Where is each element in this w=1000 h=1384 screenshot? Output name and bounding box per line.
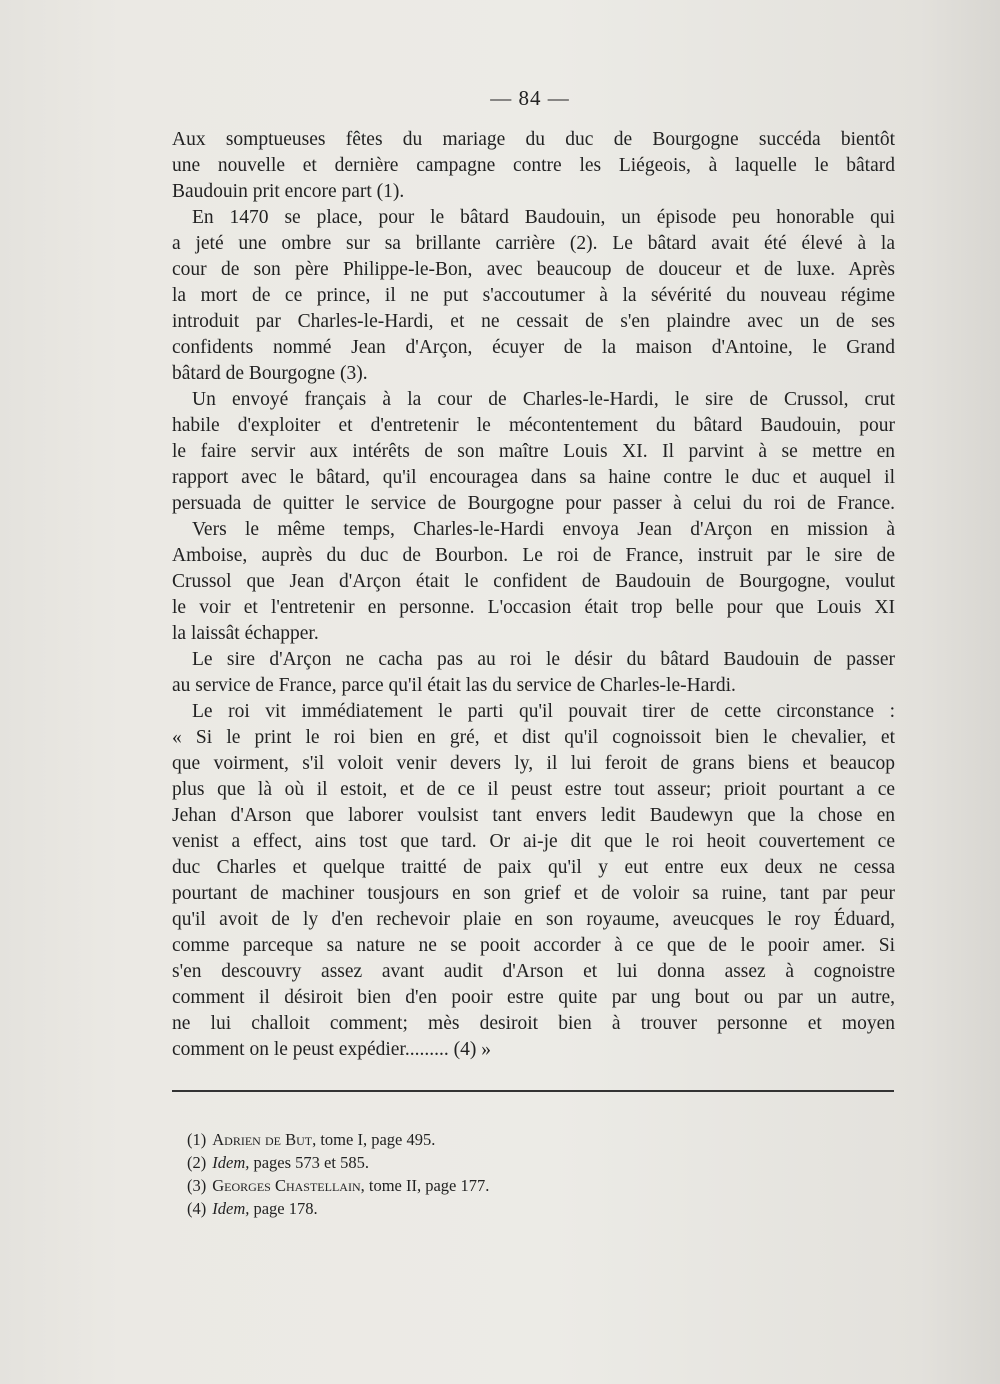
- text-line: Le sire d'Arçon ne cacha pas au roi le désir du bâtard Baudouin de passer: [192, 649, 895, 670]
- footnote-reference: tome I, page 495.: [316, 1130, 436, 1149]
- page-number: — 84 —: [490, 86, 570, 110]
- footnote-mark: (1): [187, 1130, 207, 1149]
- text-line: Baudouin prit encore part (1).: [172, 181, 405, 202]
- text-line: que voirment, s'il voloit venir devers ly, il lui feroit de grans biens et beaucop: [172, 753, 895, 774]
- text-line: au service de France, parce qu'il était las du service de Charles-le-Hardi.: [172, 675, 736, 696]
- text-line: une nouvelle et dernière campagne contre les Liégeois, à laquelle le bâtard: [172, 155, 895, 176]
- text-line: duc Charles et quelque traitté de paix qu'il y eut entre eux deux ne cessa: [172, 857, 895, 878]
- text-line: venist a effect, ains tost que tard. Or ai-je dit que le roi heoit couvertement ce: [172, 831, 895, 852]
- text-line: Crussol que Jean d'Arçon était le confident de Baudouin de Bourgogne, voulut: [172, 571, 895, 592]
- text-line: Amboise, auprès du duc de Bourbon. Le roi de France, instruit par le sire de: [172, 545, 895, 566]
- text-line: la laissât échapper.: [172, 623, 319, 644]
- footnote-author: Georges Chastellain,: [212, 1176, 365, 1195]
- text-line: s'en descouvry assez avant audit d'Arson et lui donna assez à cognoistre: [172, 961, 895, 982]
- footnote-author: Idem,: [212, 1153, 250, 1172]
- text-line: Aux somptueuses fêtes du mariage du duc de Bourgogne succéda bientôt: [172, 129, 895, 150]
- text-line: le voir et l'entretenir en personne. L'occasion était trop belle pour que Louis XI: [172, 597, 895, 618]
- text-line: bâtard de Bourgogne (3).: [172, 363, 368, 384]
- footnote-reference: page 178.: [249, 1199, 318, 1218]
- text-line: a jeté une ombre sur sa brillante carrière (2). Le bâtard avait été élevé à la: [172, 233, 895, 254]
- text-line: comment il désiroit bien d'en pooir estre quite par ung bout ou par un autre,: [172, 987, 895, 1008]
- footnote-author: Adrien de But,: [212, 1130, 317, 1149]
- text-line: qu'il avoit de ly d'en rechevoir plaie en son royaume, aveucques le roy Éduard,: [172, 909, 895, 930]
- text-line: persuada de quitter le service de Bourgogne pour passer à celui du roi de France.: [172, 493, 895, 514]
- text-line: comme parceque sa nature ne se pooit accorder à ce que de le pooir amer. Si: [172, 935, 895, 956]
- text-line: plus que là où il estoit, et de ce il peust estre tout asseur; prioit pourtant a ce: [172, 779, 895, 800]
- footnote-reference: tome II, page 177.: [364, 1176, 490, 1195]
- text-line: Le roi vit immédiatement le parti qu'il pouvait tirer de cette circonstance :: [192, 701, 895, 722]
- text-line: habile d'exploiter et d'entretenir le mécontentement du bâtard Baudouin, pour: [172, 415, 895, 436]
- footnote: [187, 1197, 787, 1220]
- text-line: ne lui challoit comment; mès desiroit bien à trouver personne et moyen: [172, 1013, 895, 1034]
- footnote: [187, 1151, 787, 1174]
- footnote: [187, 1174, 787, 1197]
- text-line: En 1470 se place, pour le bâtard Baudouin, un épisode peu honorable qui: [192, 207, 895, 228]
- text-line: la mort de ce prince, il ne put s'accoutumer à la sévérité du nouveau régime: [172, 285, 895, 306]
- text-line: cour de son père Philippe-le-Bon, avec beaucoup de douceur et de luxe. Après: [172, 259, 895, 280]
- text-line: le faire servir aux intérêts de son maître Louis XI. Il parvint à se mettre en: [172, 441, 895, 462]
- text-line: Jehan d'Arson que laborer voulsist tant envers ledit Baudewyn que la chose en: [172, 805, 895, 826]
- footnote-mark: (2): [187, 1153, 207, 1172]
- footnote: [187, 1128, 787, 1151]
- text-line: pourtant de machiner tousjours en son grief et de voloir sa ruine, tant par peur: [172, 883, 895, 904]
- footnote-author: Idem,: [212, 1199, 250, 1218]
- text-line: Un envoyé français à la cour de Charles-le-Hardi, le sire de Crussol, crut: [192, 389, 895, 410]
- footnote-mark: (3): [187, 1176, 207, 1195]
- text-line: confidents nommé Jean d'Arçon, écuyer de la maison d'Antoine, le Grand: [172, 337, 895, 358]
- text-line: comment on le peust expédier......... (4) »: [172, 1039, 491, 1060]
- footnotes: [187, 1128, 787, 1220]
- body-text: [172, 127, 895, 1063]
- text-line: Vers le même temps, Charles-le-Hardi envoya Jean d'Arçon en mission à: [192, 519, 895, 540]
- text-line: rapport avec le bâtard, qu'il encouragea dans sa haine contre le duc et auquel il: [172, 467, 895, 488]
- text-line: introduit par Charles-le-Hardi, et ne cessait de s'en plaindre avec un de ses: [172, 311, 895, 332]
- footnote-reference: pages 573 et 585.: [249, 1153, 369, 1172]
- footnote-mark: (4): [187, 1199, 207, 1218]
- text-line: « Si le print le roi bien en gré, et dist qu'il cognoissoit bien le chevalier, et: [172, 727, 895, 748]
- footnote-divider: [172, 1090, 894, 1092]
